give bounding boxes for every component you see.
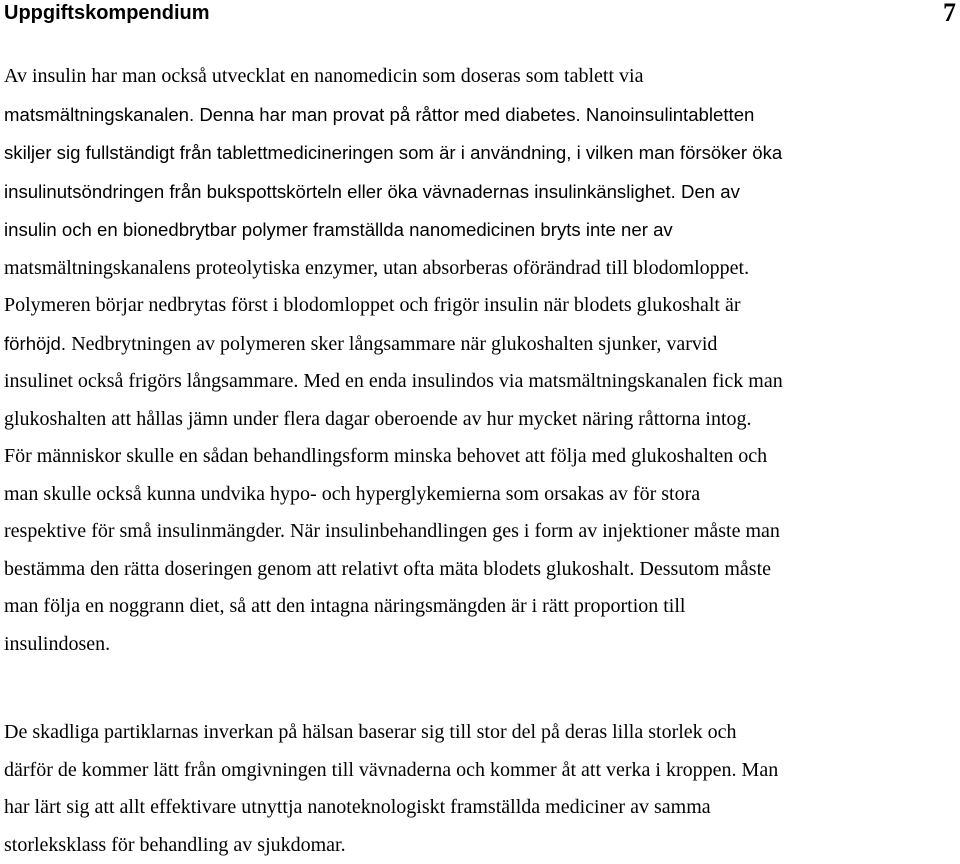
paragraph-line [4,752,954,790]
line-text: har lärt sig att allt effektivare utnyttja nanoteknologiskt framställda mediciner av samma [4,796,711,818]
paragraph-line [4,588,954,626]
line-text: bestämma den rätta doseringen genom att relativt ofta mäta blodets glukoshalt. Dessutom måste [4,557,772,580]
line-text: insulinutsöndringen från bukspottskörteln eller öka vävnadernas insulinkänslighet. Den av [4,180,740,202]
line-text: glukoshalten att hållas jämn under flera dagar oberoende av hur mycket näring råttorna intog. [4,407,752,430]
paragraph-line [4,58,954,96]
line-text: Nedbrytningen av polymeren sker långsammare när glukoshalten sjunker, varvid [71,332,718,355]
paragraph-line [4,438,954,476]
paragraph-line [4,626,954,664]
paragraph-line [4,476,954,514]
paragraph-line [4,401,954,439]
line-text: därför de kommer lätt från omgivningen till vävnaderna och kommer åt att verka i kroppen. Man [4,758,779,781]
paragraph-insulin-nanomedicine [4,58,954,663]
line-text: matsmältningskanalens proteolytiska enzymer, utan absorberas oförändrad till blodomloppet. [4,256,750,279]
page-header [4,0,956,28]
line-text: insulindosen. [4,632,111,655]
paragraph-line [4,325,954,364]
line-text: För människor skulle en sådan behandlingsform minska behovet att följa med glukoshalten och [4,445,768,467]
paragraph-line [4,96,954,135]
header-title: Uppgiftskompendium [4,2,210,24]
line-text: skiljer sig fullständigt från tablettmedicineringen som är i användning, i vilken man försöker öka [4,142,783,163]
paragraph-line [4,714,954,752]
paragraph-harmful-particles [4,714,954,864]
paragraph-line [4,250,954,288]
line-text: förhöjd. [4,332,72,354]
line-text: storleksklass för behandling av sjukdomar. [4,833,346,856]
paragraph-line [4,134,954,173]
paragraph-line [4,287,954,325]
paragraph-line [4,173,954,212]
page-number: 7 [943,0,956,27]
line-text: Polymeren börjar nedbrytas först i blodomloppet och frigör insulin när blodets glukoshalt är [4,294,741,316]
paragraph-line [4,211,954,250]
line-text: insulin och en bionedbrytbar polymer framställda nanomedicinen bryts inte ner av [4,219,673,240]
line-text: matsmältningskanalen. Denna har man provat på råttor med diabetes. Nanoinsulintabletten [4,103,755,125]
line-text: De skadliga partiklarnas inverkan på hälsan baserar sig till stor del på deras lilla storlek och [4,721,737,743]
paragraph-line [4,827,954,864]
paragraph-line [4,363,954,401]
paragraph-line [4,789,954,827]
paragraph-line [4,513,954,551]
line-text: man följa en noggrann diet, så att den intagna näringsmängden är i rätt proportion till [4,595,686,617]
paragraph-line [4,551,954,589]
line-text: man skulle också kunna undvika hypo- och hyperglykemierna som orsakas av för stora [4,482,701,505]
line-text: respektive för små insulinmängder. När insulinbehandlingen ges i form av injektioner måste man [4,520,780,542]
line-text: insulinet också frigörs långsammare. Med en enda insulindos via matsmältningskanalen fick man [4,370,783,392]
line-text: Av insulin har man också utvecklat en nanomedicin som doseras som tablett via [4,65,644,87]
